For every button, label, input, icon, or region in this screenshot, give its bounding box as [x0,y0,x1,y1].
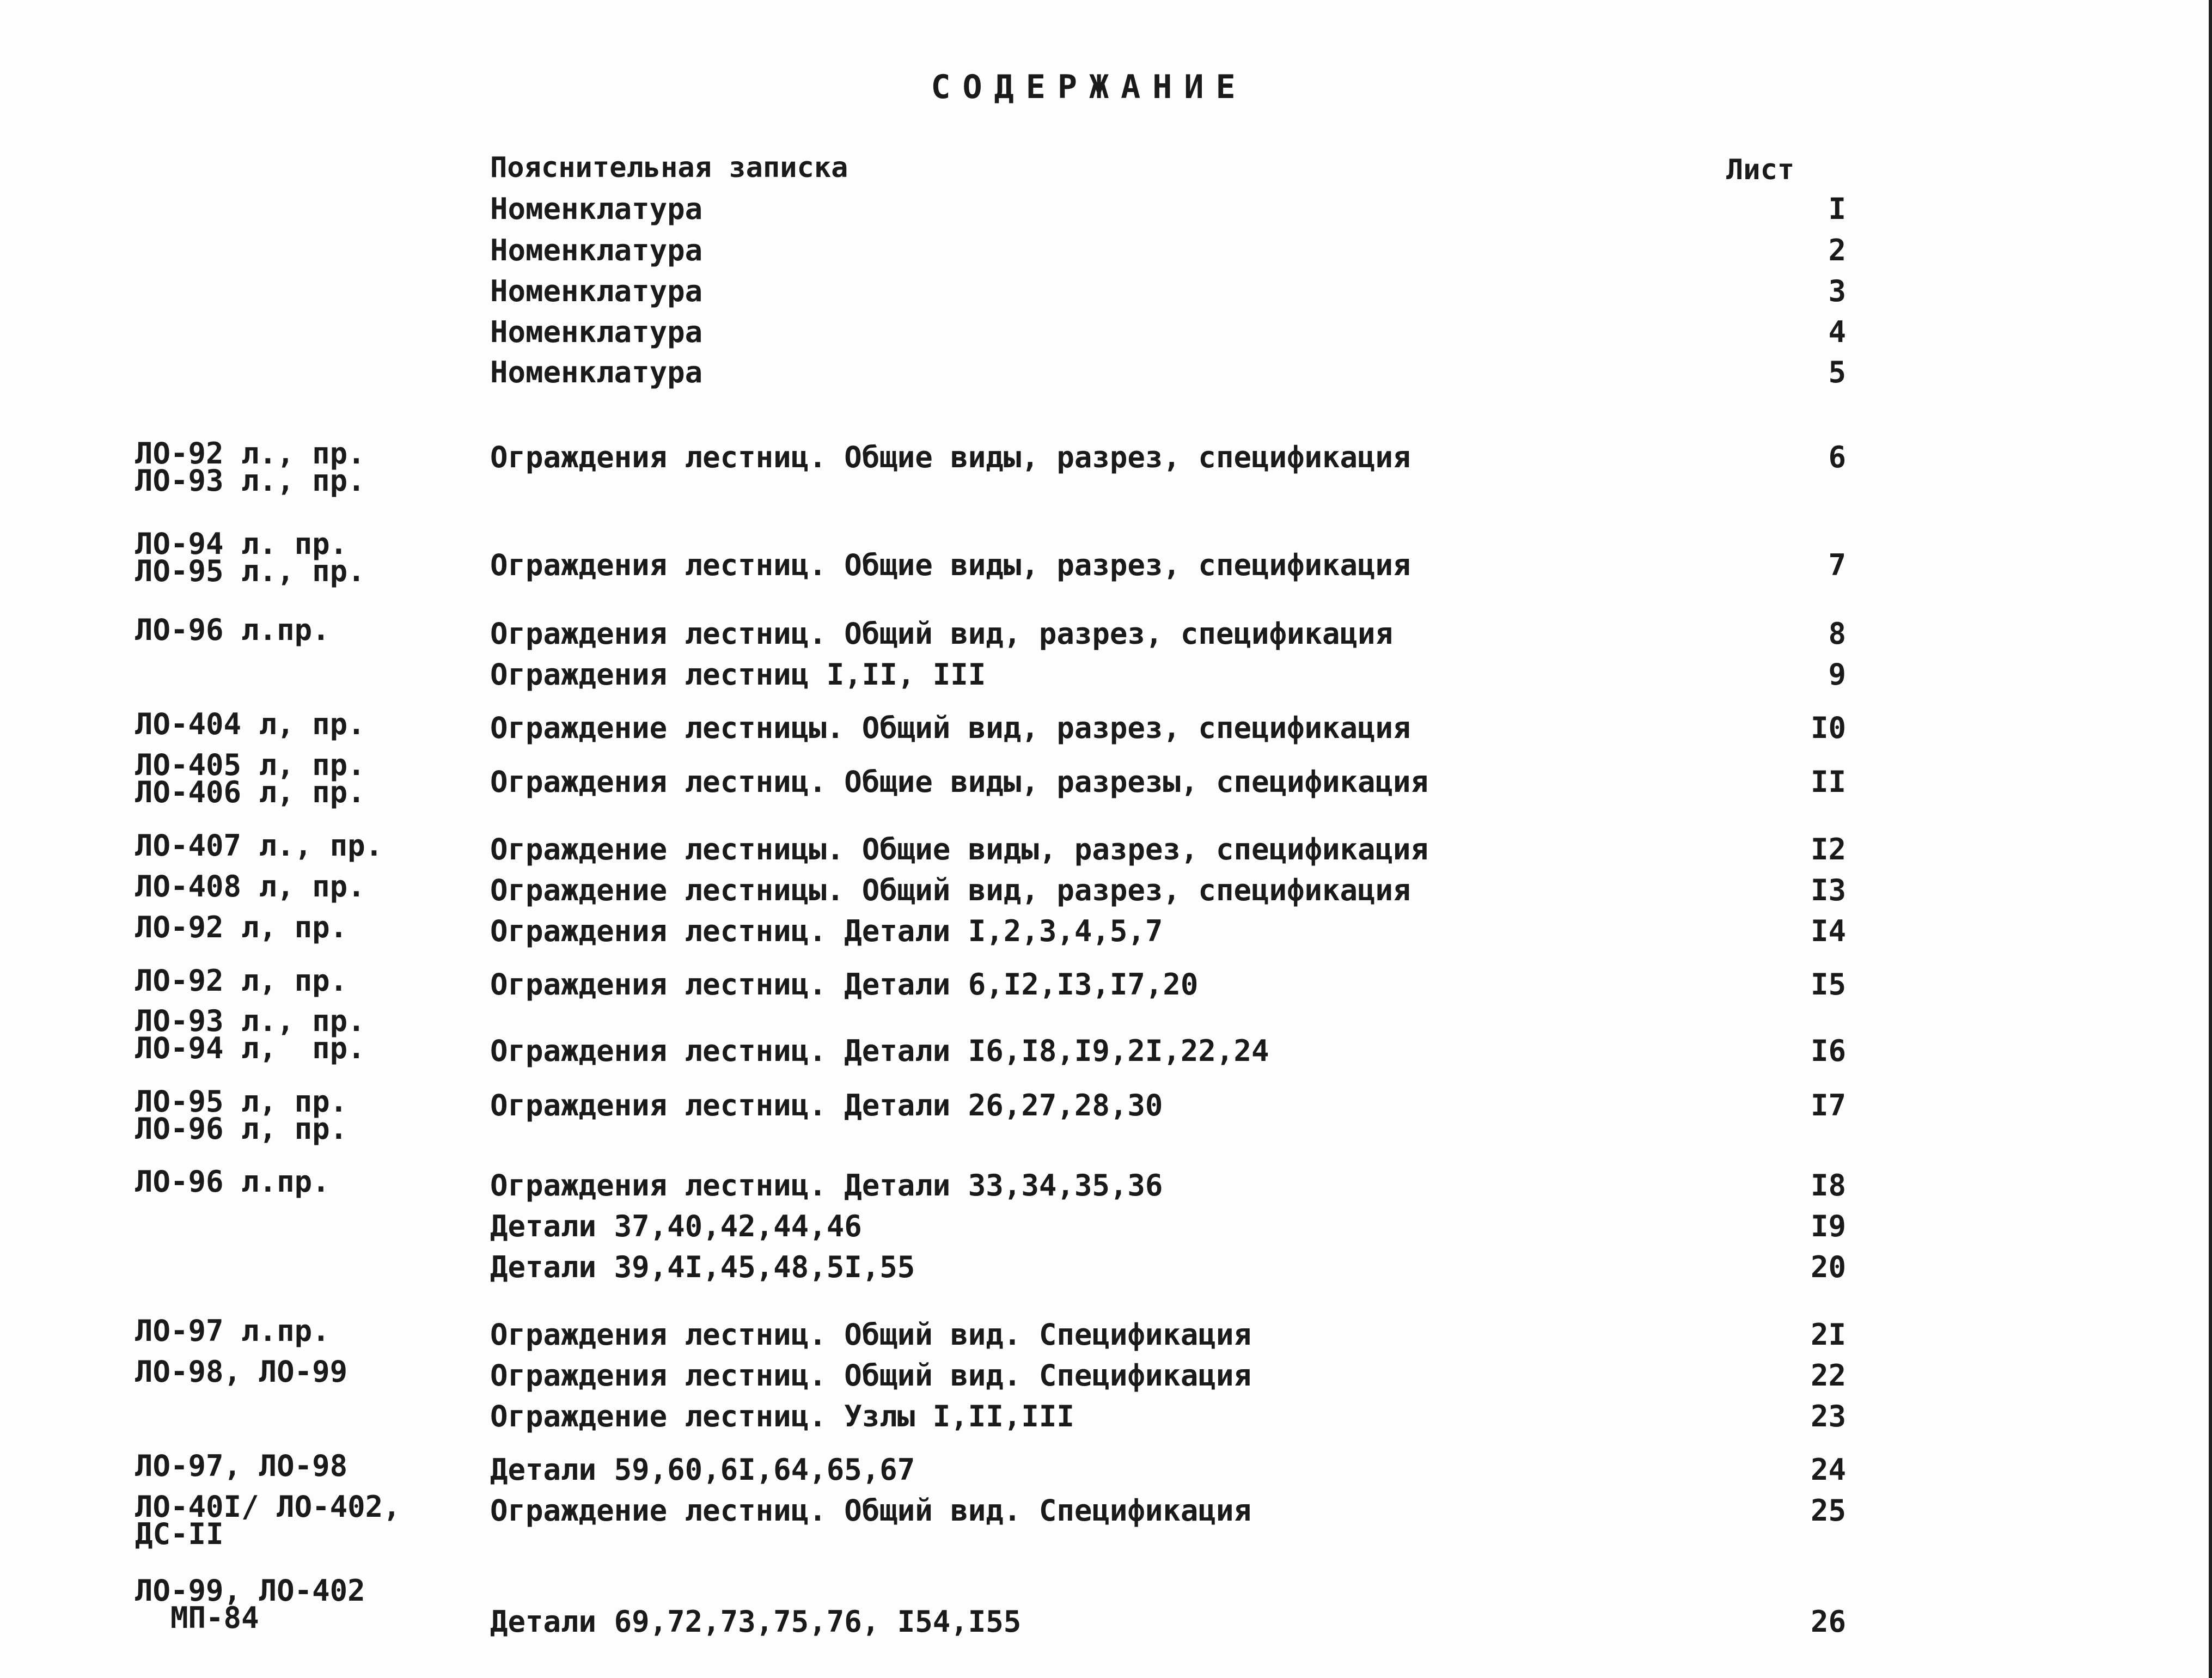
row-sheet-number: I7 [1810,1088,1846,1122]
explanatory-note-heading: Пояснительная записка [490,151,848,184]
row-description: Детали 59,60,6I,64,65,67 [490,1453,915,1487]
row-description: Ограждения лестниц. Детали 33,34,35,36 [490,1168,1163,1203]
row-code: ЛО-94 л. пр. ЛО-95 л., пр. [135,527,365,588]
row-description: Ограждение лестницы. Общий вид, разрез, спецификация [490,873,1411,907]
row-description: Ограждения лестниц. Общий вид. Спецификация [490,1358,1251,1393]
row-sheet-number: 24 [1810,1453,1846,1487]
row-code: ЛО-96 л.пр. [135,1164,330,1199]
row-code: ЛО-40I/ ЛО-402, ДС-II [135,1490,401,1551]
row-sheet-number: II [1810,765,1846,799]
row-description: Ограждения лестниц. Детали 26,27,28,30 [490,1088,1163,1122]
row-description: Ограждения лестниц. Детали I6,I8,I9,2I,22,24 [490,1034,1269,1068]
row-sheet-number: I8 [1810,1168,1846,1203]
row-code: ЛО-404 л, пр. [135,707,365,741]
row-description: Ограждения лестниц. Детали I,2,3,4,5,7 [490,914,1163,948]
row-code: ЛО-405 л, пр. ЛО-406 л, пр. [135,748,365,809]
row-sheet-number: 7 [1828,548,1846,582]
row-sheet-number: 23 [1810,1399,1846,1433]
row-description: Ограждение лестницы. Общие виды, разрез, спецификация [490,832,1429,867]
row-sheet-number: 26 [1810,1604,1846,1639]
row-description: Детали 69,72,73,75,76, I54,I55 [490,1604,1022,1639]
row-description: Детали 37,40,42,44,46 [490,1209,862,1243]
row-code: ЛО-96 л.пр. [135,613,330,647]
row-sheet-number: I9 [1810,1209,1846,1243]
row-description: Ограждения лестниц. Общие виды, разрез, спецификация [490,440,1411,474]
row-description: Номенклатура [490,233,703,267]
sheet-column-heading: Лист [1726,154,1795,186]
row-code: ЛО-93 л., пр. ЛО-94 л, пр. [135,1004,365,1065]
row-description: Детали 39,4I,45,48,5I,55 [490,1250,915,1284]
row-sheet-number: 2I [1810,1317,1846,1352]
row-code: ЛО-99, ЛО-402 МП-84 [135,1573,365,1635]
row-description: Номенклатура [490,274,703,308]
row-code: ЛО-92 л., пр. ЛО-93 л., пр. [135,436,365,498]
row-sheet-number: 22 [1810,1358,1846,1393]
row-code: ЛО-97 л.пр. [135,1314,330,1348]
row-code: ЛО-97, ЛО-98 [135,1449,348,1483]
row-sheet-number: I0 [1810,711,1846,745]
row-sheet-number: 8 [1828,617,1846,651]
row-sheet-number: 9 [1828,657,1846,692]
row-sheet-number: 25 [1810,1493,1846,1528]
row-description: Ограждение лестниц. Узлы I,II,III [490,1399,1074,1433]
row-code: ЛО-408 л, пр. [135,869,365,904]
row-description: Номенклатура [490,355,703,389]
row-sheet-number: I6 [1810,1034,1846,1068]
row-code: ЛО-98, ЛО-99 [135,1354,348,1389]
row-description: Ограждение лестницы. Общий вид, разрез, спецификация [490,711,1411,745]
row-sheet-number: 6 [1828,440,1846,474]
row-description: Номенклатура [490,192,703,226]
row-description: Ограждения лестниц. Детали 6,I2,I3,I7,20 [490,967,1199,1002]
row-description: Ограждение лестниц. Общий вид. Спецификация [490,1493,1251,1528]
row-sheet-number: I [1828,192,1846,226]
row-sheet-number: I4 [1810,914,1846,948]
row-sheet-number: I5 [1810,967,1846,1002]
row-description: Ограждения лестниц. Общий вид, разрез, спецификация [490,617,1394,651]
row-description: Ограждения лестниц. Общие виды, разрез, спецификация [490,548,1411,582]
row-sheet-number: I3 [1810,873,1846,907]
row-code: ЛО-407 л., пр. [135,828,383,863]
row-sheet-number: 5 [1828,355,1846,389]
row-sheet-number: 3 [1828,274,1846,308]
row-code: ЛО-92 л, пр. [135,910,348,944]
row-description: Ограждения лестниц. Общий вид. Спецификация [490,1317,1251,1352]
row-sheet-number: 20 [1810,1250,1846,1284]
row-description: Ограждения лестниц. Общие виды, разрезы, спецификация [490,765,1429,799]
row-sheet-number: 2 [1828,233,1846,267]
row-code: ЛО-95 л, пр. ЛО-96 л, пр. [135,1084,348,1146]
row-description: Номенклатура [490,315,703,349]
row-sheet-number: 4 [1828,315,1846,349]
row-sheet-number: I2 [1810,832,1846,867]
row-code: ЛО-92 л, пр. [135,963,348,998]
page-title: СОДЕРЖАНИЕ [931,68,1248,106]
row-description: Ограждения лестниц I,II, III [490,657,986,692]
